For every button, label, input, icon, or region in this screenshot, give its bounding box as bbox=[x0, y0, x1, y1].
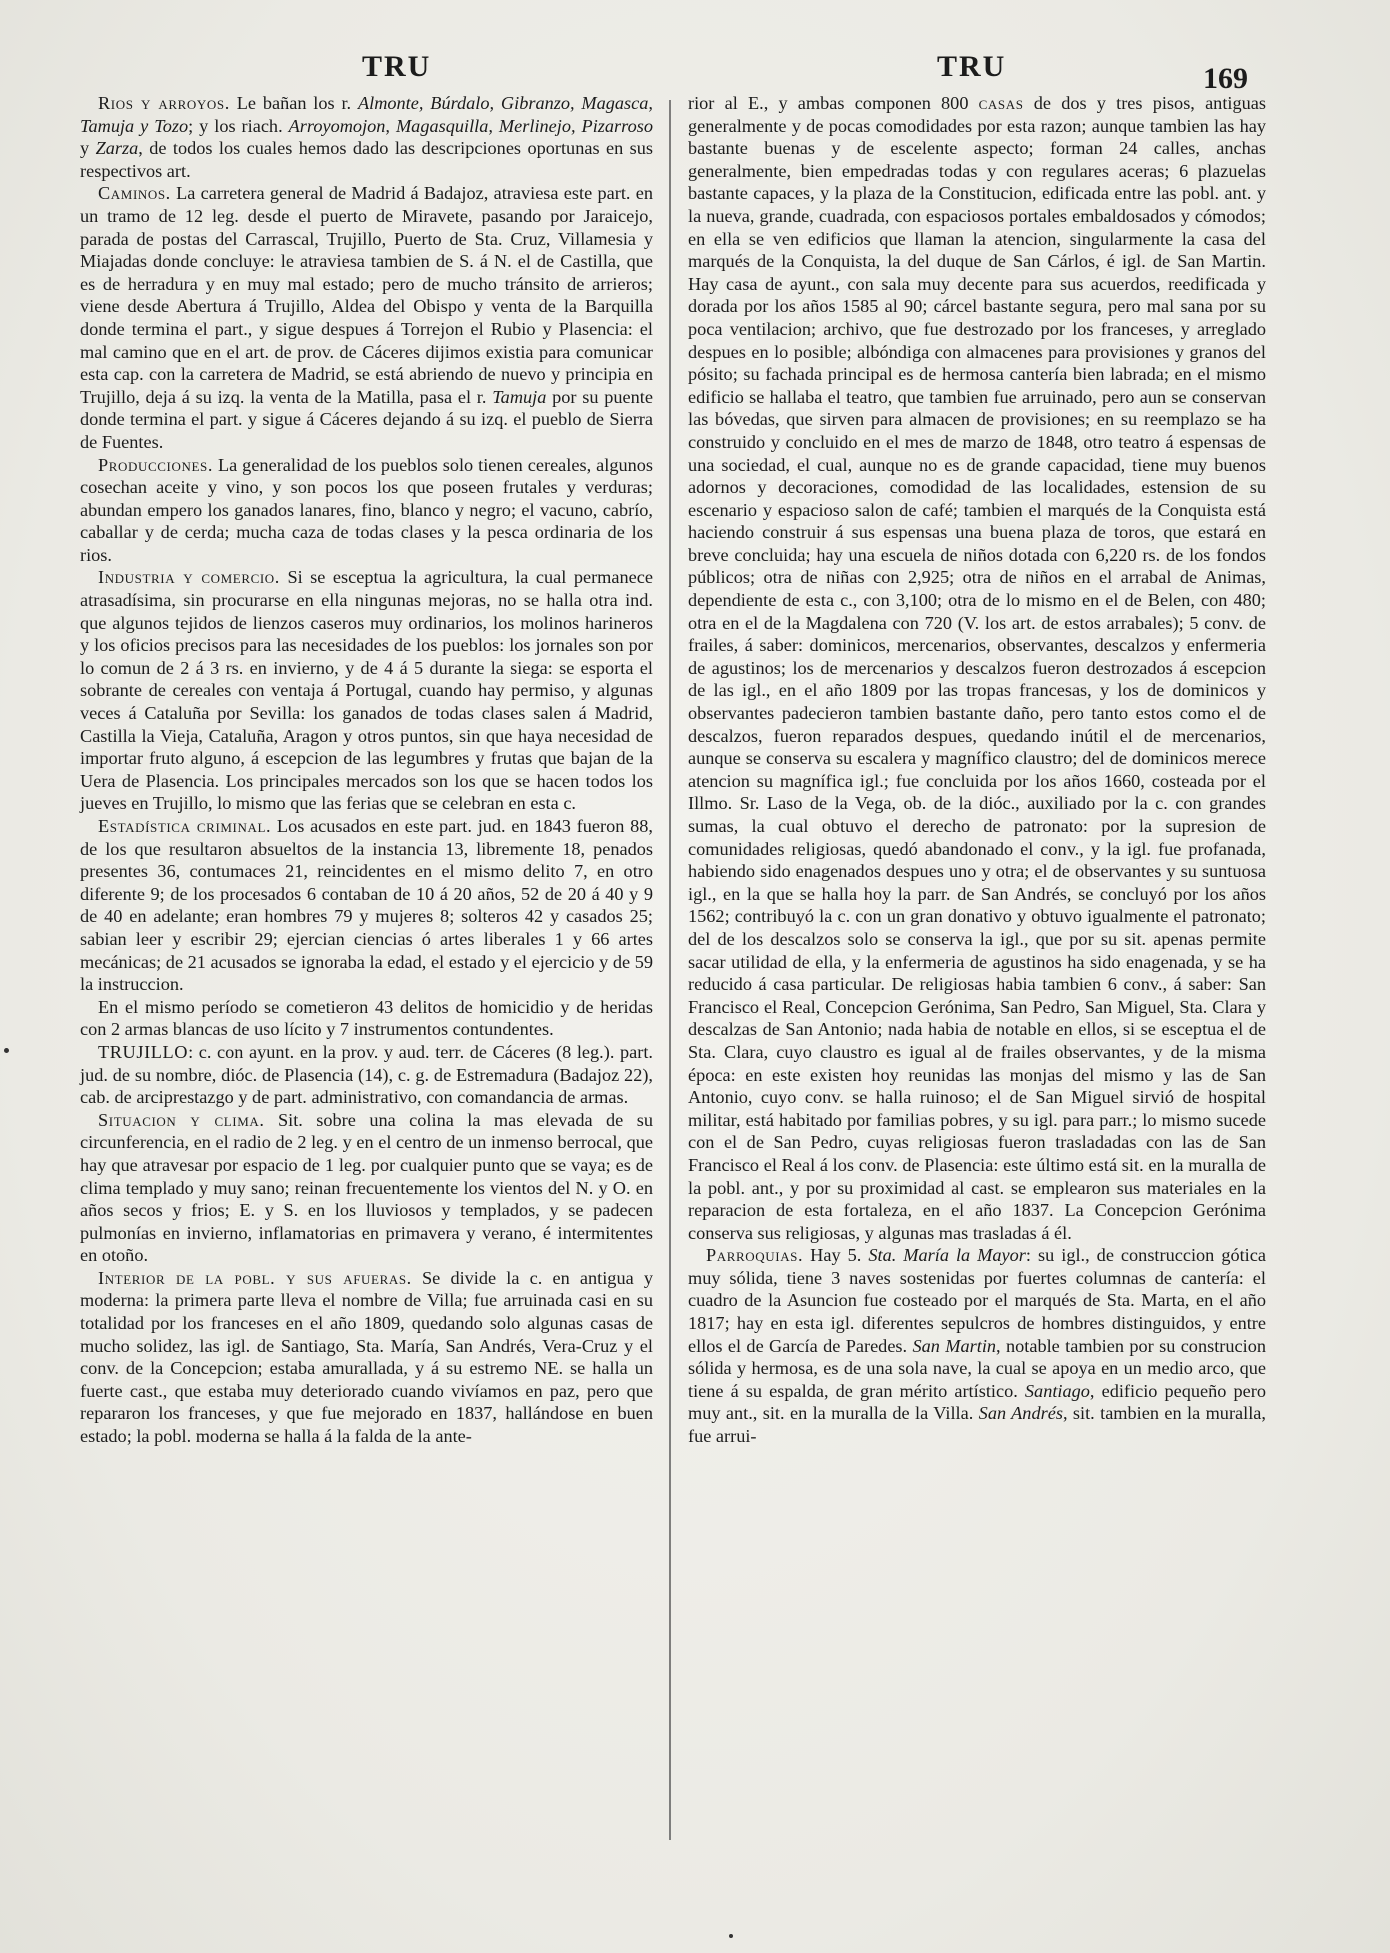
print-speck bbox=[729, 1934, 733, 1938]
text: Los acusados en este part. jud. en 1843 fueron 88, de los que resultaron absueltos de la instancia 13, libremente 18, penados presentes 36, contumaces 21, reincidentes en el mismo delito 7, en otro diferente 9; de los procesados 6 contaban de 10 á 20 años, 52 de 20 á 40 y 9 de 40 en adelante; eran hombres 79 y mujeres 8; solteros 42 y casados 25; sabian leer y escribir 29; ejercian ciencias ó artes liberales 1 y 66 artes mecánicas; de 21 acusados se ignoraba la edad, el estado y el ejercicio y de 59 la instruccion. bbox=[80, 816, 653, 995]
section-heading: Industria y comercio. bbox=[98, 567, 280, 588]
text: por su puente donde termina el part. y sigue á Cáceres dejando á su izq. el pueblo de Sierra de Fuentes. bbox=[80, 386, 653, 452]
page-number: 169 bbox=[1203, 62, 1248, 95]
term-casas: casas bbox=[978, 93, 1024, 113]
text: : c. con ayunt. en la prov. y aud. terr. de Cáceres (8 leg.). part. jud. de su nombre, dióc. de Plasencia (14), c. g. de Estremadura (Badajoz 22), cab. de arciprestazgo y de part. administrativo, con comandancia de armas. bbox=[80, 1041, 653, 1108]
paragraph-parroquias bbox=[688, 1244, 1266, 1447]
entry-title: TRUJILLO bbox=[98, 1041, 189, 1062]
text: Hay 5. bbox=[803, 1245, 869, 1266]
section-heading: Interior de la pobl. y sus afueras. bbox=[98, 1267, 412, 1288]
church-name: San Martin bbox=[912, 1335, 997, 1356]
text: : su igl., de construccion gótica muy sólida, tiene 3 naves sostenidas por fuertes columnas de cantería: el cuadro de la Asuncion fue costeado por el marqués de Sta. Marta, en el año 1817; hay en esta igl. diferentes sepulcros de hombres distinguidos, y entre ellos el de García de Paredes. bbox=[688, 1245, 1266, 1356]
river-name: Tamuja bbox=[492, 386, 547, 407]
text: y bbox=[80, 138, 96, 159]
section-heading: Rios y arroyos. bbox=[98, 93, 230, 113]
paragraph-continuation bbox=[688, 92, 1266, 1244]
section-heading: Situacion y clima. bbox=[98, 1109, 265, 1130]
left-column bbox=[80, 92, 653, 1448]
running-head-left: TRU bbox=[362, 50, 432, 83]
text: ; y los riach. bbox=[188, 115, 289, 136]
paragraph-caminos bbox=[80, 182, 653, 453]
text: La generalidad de los pueblos solo tienen cereales, algunos cosechan aceite y vino, y son pocos los que poseen frutales y verduras; abundan empero los ganados lanares, fino, blanco y negro; el vacuno, cabrío, caballar y de cerda; mucha caza de todas clases y la pesca ordinaria de los rios. bbox=[80, 454, 653, 565]
text: , edificio pequeño pero muy ant., sit. en la muralla de la Villa. bbox=[688, 1380, 1267, 1424]
column-divider bbox=[669, 100, 671, 1840]
text: La carretera general de Madrid á Badajoz, atraviesa este part. en un tramo de 12 leg. desde el puerto de Miravete, pasando por Jaraicejo, parada de postas del Carrascal, Trujillo, Puerto de Sta. Cruz, Villamesia y Miajadas donde concluye: le atraviesa tambien de S. á N. el de Castilla, que es de herradura y en muy mal estado; pero de mucho tránsito de arrieros; viene desde Abertura á Trujillo, Aldea del Obispo y venta de la Barquilla donde termina el part., y sigue despues á Torrejon el Rubio y Plasencia: el mal camino que en el art. de prov. de Cáceres dijimos existia para comunicar esta cap. con la carretera de Madrid, se está abriendo de nuevo y principia en Trujillo, deja á su izq. la venta de la Matilla, pasa el r. bbox=[80, 183, 653, 407]
paragraph-interior bbox=[80, 1267, 653, 1448]
section-heading: Parroquias. bbox=[706, 1245, 804, 1266]
river-names: Almonte, Búrdalo, Gibranzo, Magasca, Tamuja y Tozo bbox=[80, 93, 653, 136]
section-heading: Caminos. bbox=[98, 183, 171, 204]
church-name: Santiago bbox=[1024, 1380, 1090, 1401]
stream-names: Arroyomojon, Magasquilla, Merlinejo, Pizarroso bbox=[288, 115, 653, 136]
text: , de todos los cuales hemos dado las descripciones oportunas en sus respectivos art. bbox=[80, 138, 654, 181]
text: Se divide la c. en antigua y moderna: la primera parte lleva el nombre de Villa; fue arruinada casi en su totalidad por los franceses en el año 1809, quedando solo algunas casas de mucho solidez, las igl. de Santiago, Sta. María, San Andrés, Vera-Cruz y el conv. de la Concepcion; estaba amurallada, y á su estremo NE. se halla un fuerte cast., que estaba muy deteriorado cuando vivíamos en paz, pero que repararon los franceses, y que fue mejorado en 1837, hallándose en buen estado; la pobl. moderna se halla á la falda de la ante- bbox=[80, 1267, 653, 1447]
church-name: Sta. María la Mayor bbox=[868, 1245, 1026, 1266]
section-heading: Producciones. bbox=[98, 454, 213, 475]
paragraph-rios bbox=[80, 92, 653, 182]
church-name: San Andrés bbox=[978, 1403, 1063, 1424]
print-speck bbox=[4, 1048, 9, 1053]
text: Si se esceptua la agricultura, la cual permanece atrasadísima, sin procurarse en ella ningunas mejoras, no se halla otra ind. que algunos tejidos de lienzos caseros muy ordinarios, los molinos harineros y los oficios precisos para las necesidades de los pueblos: los jornales son por lo comun de 2 á 3 rs. en invierno, y de 4 á 5 durante la siega: se esporta el sobrante de cereales con ventaja á Portugal, cuando hay permiso, y algunas veces á Cataluña por Sevilla: los ganados de todas clases salen á Madrid, Castilla la Vieja, Cataluña, Aragon y otros puntos, sin que haya necesidad de importar fruto alguno, á escepcion de las legumbres y frutas que bajan de la Uera de Plasencia. Los principales mercados son los que se hacen todos los jueves en Trujillo, lo mismo que las ferias que se celebran en esta c. bbox=[80, 567, 653, 814]
text: , notable tambien por su construcion sólida y hermosa, es de una sola nave, la cual se apoya en un medio arco, que tiene á su espalda, de gran mérito artístico. bbox=[688, 1335, 1266, 1401]
text: rior al E., y ambas componen 800 bbox=[688, 93, 979, 113]
text: , sit. tambien en la muralla, fue arrui- bbox=[688, 1403, 1266, 1447]
paragraph-situacion bbox=[80, 1109, 653, 1267]
right-column bbox=[688, 92, 1266, 1448]
paragraph-estadistica bbox=[80, 815, 653, 996]
paragraph-industria bbox=[80, 566, 653, 815]
text: Le bañan los r. bbox=[229, 93, 358, 113]
section-heading: Estadística criminal. bbox=[98, 816, 272, 836]
text: de dos y tres pisos, antiguas generalmente y de pocas comodidades por esta razon; aunque tambien las hay bastante buenas y de escelente aspecto; forman 24 calles, anchas generalmente, bien empedradas todas y con regulares aceras; 6 plazuelas bastante capaces, y la plaza de la Constitucion, edificada entre las pobl. ant. y la nueva, grande, cuadrada, con espaciosos portales embaldosados y cómodos; en ella se ven edificios que llaman la atencion, singularmente la casa del marqués de la Conquista, la del duque de San Cárlos, é igl. de San Martin. Hay casa de ayunt., con sala muy decente para sus acuerdos, reedificada y dorada por los años 1585 al 90; cárcel bastante segura, pero mal sana por su poca ventilacion; archivo, que fue destrozado por los franceses, y arreglado despues en lo posible; albóndiga con almacenes para provisiones y granos del pósito; su fachada principal es de hermosa cantería bien labrada; en el mismo edificio se hallaba el teatro, que tambien fue arruinado, pero aun se conservan las bóvedas, que sirven para almacen de provisiones; en su reemplazo se ha construido y concluido en el mes de marzo de 1848, otro teatro á espensas de una sociedad, el cual, aunque no es de grande capacidad, tiene muy buenos adornos y decoraciones, comodidad de las localidades, estension de su escenario y espacioso salon de café; tambien el marqués de la Conquista está haciendo construir á sus espensas una buena plaza de toros, que estará en breve concluida; hay una escuela de niños dotada con 6,220 rs. de los fondos públicos; otra de niñas con 2,925; otra de niños en el arrabal de Animas, dependiente de esta c., con 3,100; otra de lo mismo en el de Belen, con 480; otra en el de la Magdalena con 720 (V. los art. de estos arrabales); 5 conv. de frailes, á saber: dominicos, mercenarios, observantes, descalzos y enfermeria de agustinos; los de mercenarios y descalzos fueron destrozados á escepcion de las igl., en el año 1809 por las tropas francesas, y los de dominicos y observantes padecieron tambien bastante daño, pero tanto estos como el de descalzos, fueron reparados despues, quedando inútil el de mercenarios, aunque se conserva su escalera y magnífico claustro; del de dominicos merece atencion su magnífica igl.; fue concluida por los años 1660, costeada por el Illmo. Sr. Laso de la Vega, ob. de la dióc., auxiliado por la c. con grandes sumas, la cual obtuvo el derecho de patronato: por la supresion de comunidades religiosas, quedó abandonado el conv., y la igl. fue profanada, habiendo sido enagenados despues uno y otra; el de observantes y su suntuosa igl., en la que se halla hoy la parr. de San Andrés, se concluyó por los años 1562; contribuyó la c. con un gran donativo y obtuvo igualmente el patronato; del de los descalzos solo se conserva la igl., que por su sit. apenas permite sacar utilidad de ella, y la enfermeria de agustinos ha sido enagenada, y se ha reducido á casa particular. De religiosas habia tambien 6 conv., á saber: San Francisco el Real, Concepcion Gerónima, San Pedro, San Miguel, Sta. Clara y descalzas de San Antonio; nada habia de notable en ellos, si se esceptua el de Sta. Clara, cuyo claustro es igual al de frailes observantes, y de la misma época: en este existen hoy reunidas las monjas del mismo y las de San Antonio, cuyo conv. se halla ruinoso; el de San Miguel sirvió de hospital militar, está habitado por familias pobres, y su igl. para parr.; lo mismo sucede con el de San Pedro, cuyas religiosas fueron trasladadas con las de San Francisco el Real á los conv. de Plasencia: este último está sit. en la muralla de la pobl. ant., y por su proximidad al cast. se emplearon sus materiales en la reparacion de esta fortaleza, en el año 1837. La Concepcion Gerónima conserva sus religiosas, y algunas mas trasladas á él. bbox=[688, 93, 1266, 1243]
running-head-right: TRU bbox=[937, 50, 1007, 83]
paragraph-producciones bbox=[80, 454, 653, 567]
text: Sit. sobre una colina la mas elevada de su circunferencia, en el radio de 2 leg. y en el centro de un inmenso berrocal, que hay que atravesar por espacio de 1 leg. por cualquier punto que se vaya; es de clima templado y muy sano; reinan frecuentemente los vientos del N. y O. en años secos y frios; E. y S. en los lluviosos y templados, y se padecen pulmonías en invierno, inflamatorias en primavera y verano, é intermitentes en otoño. bbox=[80, 1109, 653, 1266]
paragraph-trujillo-entry bbox=[80, 1041, 653, 1109]
stream-name: Zarza bbox=[95, 138, 139, 159]
paragraph-estadistica-2: En el mismo período se cometieron 43 delitos de homicidio y de heridas con 2 armas blancas de uso lícito y 7 instrumentos contundentes. bbox=[80, 996, 653, 1040]
